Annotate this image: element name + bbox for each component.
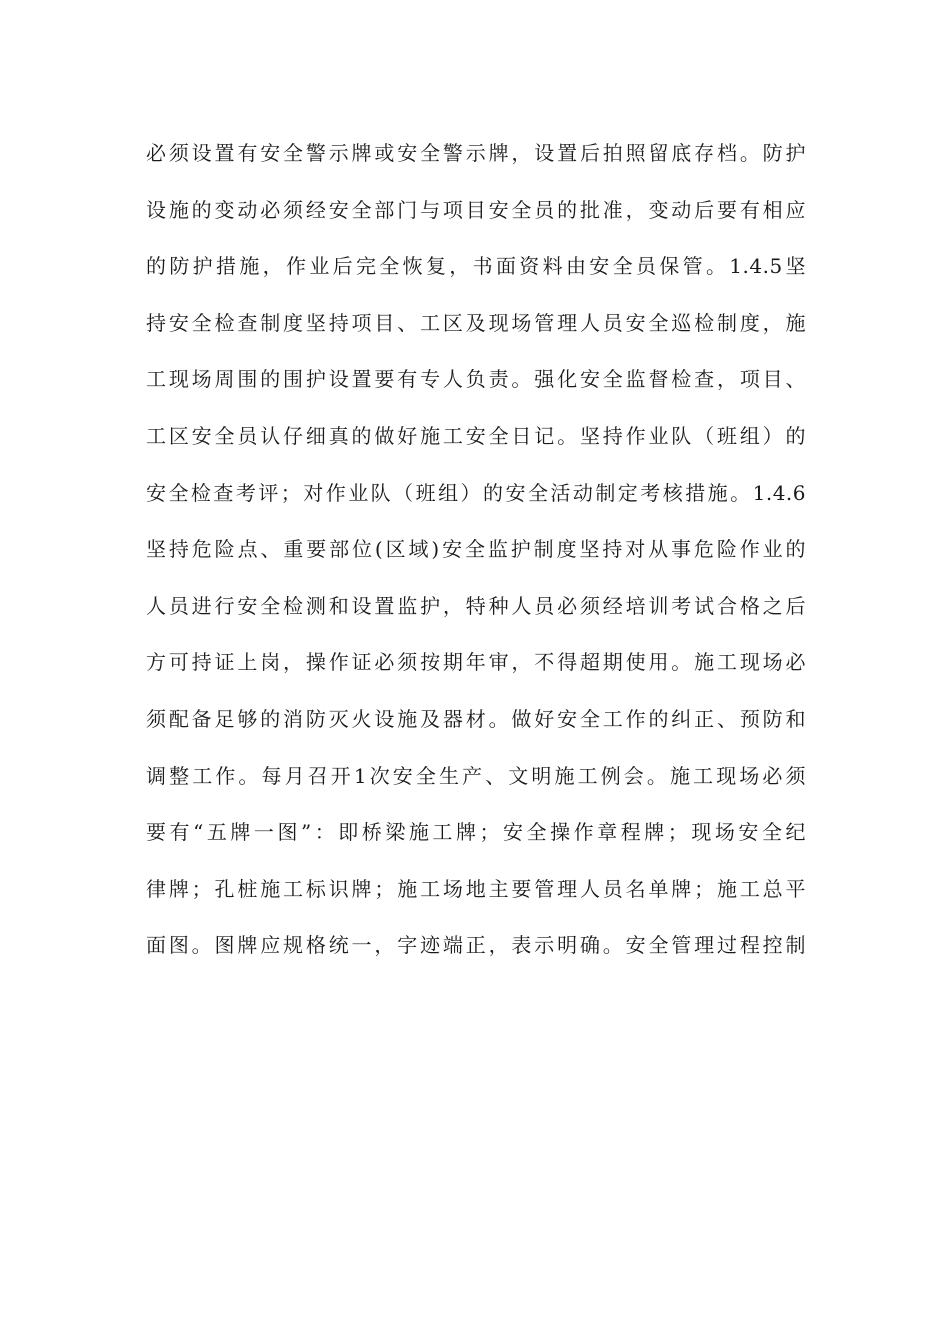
text-line: 工现场周围的围护设置要有专人负责。强化安全监督检查，项目、 (146, 367, 806, 392)
text-line: 调整工作。每月召开1次安全生产、文明施工例会。施工现场必须 (146, 763, 806, 788)
text-line: 须配备足够的消防灭火设施及器材。做好安全工作的纠正、预防和 (146, 706, 806, 731)
body-text (146, 130, 806, 979)
text-line: 要有“五牌一图”：即桥梁施工牌；安全操作章程牌；现场安全纪 (146, 820, 806, 845)
text-line: 方可持证上岗，操作证必须按期年审，不得超期使用。施工现场必 (146, 650, 806, 675)
text-line: 工区安全员认仔细真的做好施工安全日记。坚持作业队（班组）的 (146, 423, 806, 448)
text-line: 的防护措施，作业后完全恢复，书面资料由安全员保管。1.4.5坚 (146, 254, 806, 279)
text-line: 律牌；孔桩施工标识牌；施工场地主要管理人员名单牌；施工总平 (146, 876, 806, 901)
text-line: 面图。图牌应规格统一，字迹端正，表示明确。安全管理过程控制 (146, 933, 806, 958)
text-line: 必须设置有安全警示牌或安全警示牌，设置后拍照留底存档。防护 (146, 141, 806, 165)
text-line: 人员进行安全检测和设置监护，特种人员必须经培训考试合格之后 (146, 593, 806, 618)
text-line: 设施的变动必须经安全部门与项目安全员的批准，变动后要有相应 (146, 197, 806, 222)
text-line: 坚持危险点、重要部位(区域)安全监护制度坚持对从事危险作业的 (146, 537, 806, 562)
text-line: 持安全检查制度坚持项目、工区及现场管理人员安全巡检制度，施 (146, 310, 806, 335)
text-line: 安全检查考评；对作业队（班组）的安全活动制定考核措施。1.4.6 (146, 480, 806, 505)
